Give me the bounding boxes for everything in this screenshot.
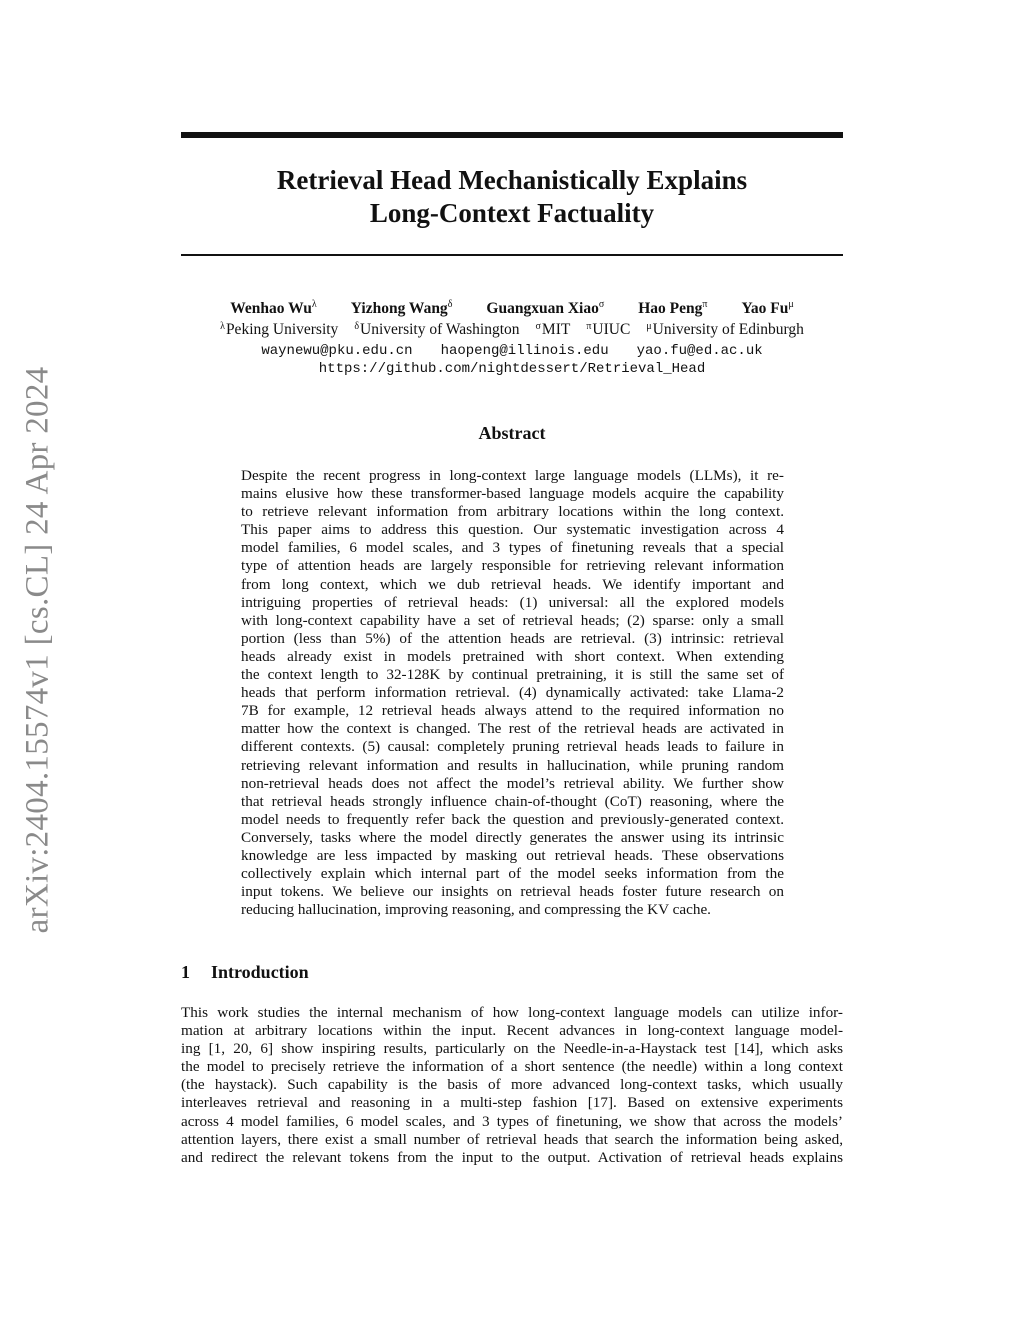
abstract-line: Despite the recent progress in long-context large language models (LLMs), it re- xyxy=(241,467,784,484)
intro-line: and redirect the relevant tokens from the input to the output. Activation of retrieval heads explains xyxy=(181,1148,843,1166)
intro-line: mation at arbitrary locations within the input. Recent advances in long-context language model- xyxy=(181,1022,843,1040)
intro-line: across 4 model families, 6 model scales, and 3 types of finetuning, we show that across the models’ xyxy=(181,1112,843,1130)
section-number: 1 xyxy=(181,962,190,982)
author: Yao $Fu^\mu$ xyxy=(741,299,794,317)
affiliation: $^\pi$UIUC xyxy=(586,321,631,338)
abstract-line: reducing hallucination, improving reasoning, and compressing the KV cache. xyxy=(241,901,711,919)
abstract-heading: Abstract xyxy=(478,423,546,443)
abstract-line: 7B for example, 12 retrieval heads always attend to the required information no xyxy=(241,702,784,720)
abstract-line: to retrieve relevant information from arbitrary locations within the long context. xyxy=(241,503,784,521)
author: Guangxuan Xiao$^\sigma$ xyxy=(486,299,605,317)
abstract-line: knowledge are less impacted by masking out retrieval heads. These observations xyxy=(241,846,784,864)
title-top-rule xyxy=(181,132,843,138)
intro-line: This work studies the internal mechanism of how long-context language models can utilize infor- xyxy=(181,1004,843,1021)
abstract-line: different contexts. (5) causal: completely pruning retrieval heads leads to failure in xyxy=(241,738,784,756)
intro-line: interleaves retrieval and reasoning in a multi-step fashion [17]. Based on extensive experiments xyxy=(181,1094,843,1112)
abstract-line: Conversely, tasks where the model directly generates the answer using its intrinsic xyxy=(241,828,784,846)
abstract-line: that retrieval heads strongly influence chain-of-thought (CoT) reasoning, where the xyxy=(241,792,784,810)
affiliation: $^\delta$University of Washington xyxy=(354,321,520,338)
abstract-line: input tokens. We believe our insights on retrieval heads foster future research on xyxy=(241,883,784,901)
paper-title xyxy=(181,164,843,230)
abstract-line: model families, 6 model scales, and 3 types of finetuning reveals that a special xyxy=(241,539,784,557)
intro-line: the model to precisely retrieve the information of a short sentence (the needle) within a long context xyxy=(181,1058,843,1076)
title-line-1: Retrieval Head Mechanistically Explains xyxy=(276,165,748,195)
abstract-line: portion (less than 5%) of the attention heads are retrieval. (3) intrinsic: retrieval xyxy=(241,629,784,647)
title-line-2: Long-Context Factuality xyxy=(369,198,655,228)
abstract-line: heads that perform information retrieval. (4) dynamically activated: take Llama-2 xyxy=(241,684,784,702)
title-bottom-rule xyxy=(181,254,843,256)
emails xyxy=(181,342,843,360)
affiliation: $^\sigma$MIT xyxy=(535,321,571,338)
abstract-line: matter how the context is changed. The rest of the retrieval heads are activated in xyxy=(241,720,784,738)
abstract-line: the context length to 32-128K by continual pretraining, it is still the same set of xyxy=(241,666,784,684)
abstract-line: non-retrieval heads does not affect the model’s retrieval ability. We further show xyxy=(241,774,784,792)
abstract-line: This paper aims to address this question. Our systematic investigation across 4 xyxy=(241,521,784,539)
email-link[interactable]: waynewu@pku.edu.cn xyxy=(261,343,413,359)
affiliation: $^\lambda$Peking University xyxy=(220,321,339,338)
github-link[interactable]: https://github.com/nightdessert/Retrieval_Head xyxy=(318,361,706,377)
section-heading-introduction xyxy=(181,962,309,983)
author: Yizhong Wang$^\delta$ xyxy=(350,299,453,317)
introduction-text xyxy=(181,1004,843,1167)
arxiv-identifier: arXiv:2404.15574v1 [cs.CL] 24 Apr 2024 xyxy=(19,366,56,934)
author: Wenhao $Wu^\lambda$ xyxy=(230,299,317,317)
affiliation: $^\mu$University of Edinburgh xyxy=(646,321,804,338)
email-link[interactable]: yao.fu@ed.ac.uk xyxy=(636,343,763,359)
abstract-line: from long context, which we dub retrieval heads. We identify important and xyxy=(241,575,784,593)
intro-line: attention layers, there exist a small number of retrieval heads that search the information being asked, xyxy=(181,1130,843,1148)
intro-line: ing [1, 20, 6] show inspiring results, particularly on the Needle-in-a-Haystack test [14], which asks xyxy=(181,1040,843,1058)
abstract-line: type of attention heads are largely responsible for retrieving relevant information xyxy=(241,557,784,575)
abstract-line: model needs to frequently refer back the question and previously-generated context. xyxy=(241,810,784,828)
author: Hao Peng$^\pi$ xyxy=(638,299,708,317)
affiliations xyxy=(181,320,843,340)
intro-line: (the haystack). Such capability is the basis of more advanced long-context tasks, which usually xyxy=(181,1076,843,1094)
email-link[interactable]: haopeng@illinois.edu xyxy=(440,343,609,359)
abstract-line: retrieving relevant information and results in hallucination, while pruning random xyxy=(241,756,784,774)
abstract-text xyxy=(241,467,784,919)
author-names xyxy=(181,299,843,319)
abstract-line: mains elusive how these transformer-based language models acquire the capability xyxy=(241,485,784,503)
abstract-line: collectively explain which internal part of the model seeks information from the xyxy=(241,865,784,883)
abstract-line: with long-context capability have a set of retrieval heads; (2) sparse: only a small xyxy=(241,611,784,629)
author-block xyxy=(181,299,843,378)
abstract-line: heads already exist in models pretrained with short context. When extending xyxy=(241,647,784,665)
abstract-line: intriguing properties of retrieval heads: (1) universal: all the explored models xyxy=(241,593,784,611)
section-title: Introduction xyxy=(211,962,309,982)
